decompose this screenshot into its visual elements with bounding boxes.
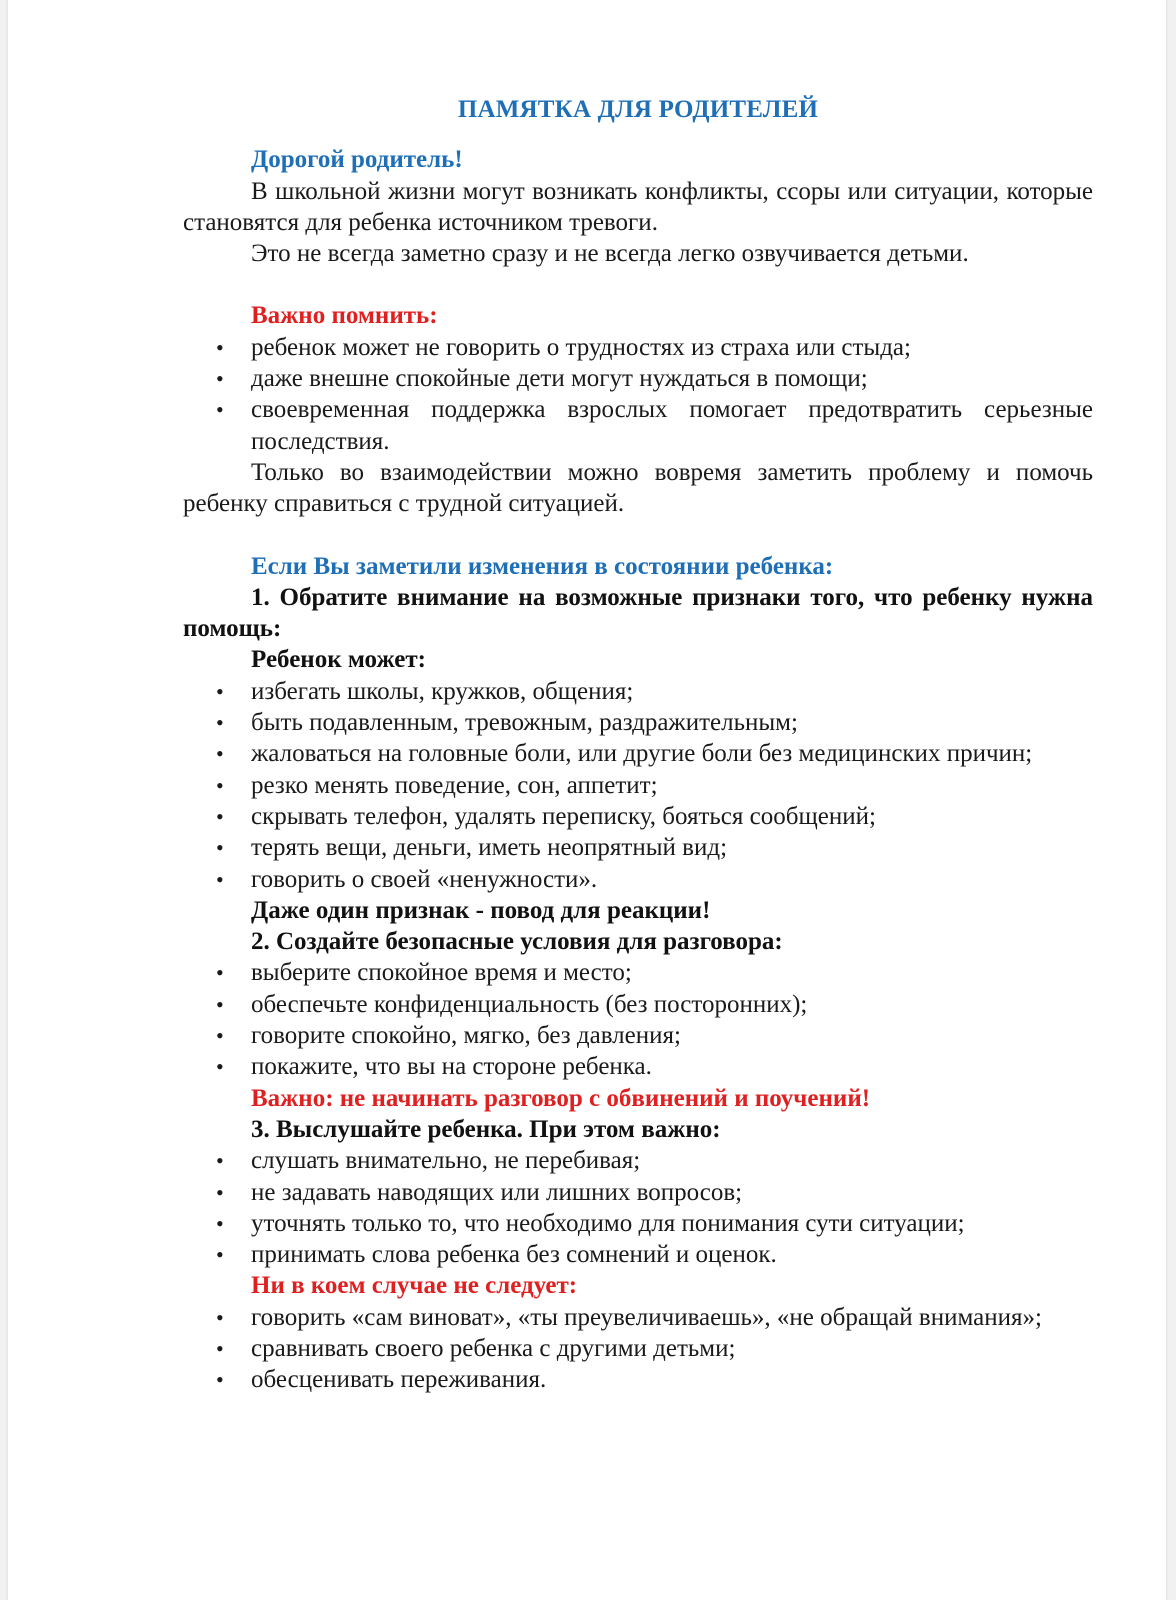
list-item: • принимать слова ребенка без сомнений и оценок. — [183, 1239, 1093, 1270]
bullet-icon: • — [216, 1242, 224, 1268]
bullet-icon: • — [216, 710, 224, 736]
list-item: • терять вещи, деньги, иметь неопрятный вид; — [183, 832, 1093, 863]
step3-heading: 3. Выслушайте ребенка. При этом важно: — [251, 1115, 721, 1143]
list-item: • слушать внимательно, не перебивая; — [183, 1145, 1093, 1176]
list-item: • говорить о своей «ненужности». — [183, 864, 1093, 895]
warning-note: Важно: не начинать разговор с обвинений и поучений! — [251, 1084, 871, 1112]
intro-paragraph-1: В школьной жизни могут возникать конфликты, ссоры или ситуации, которые становятся для ребенка источником тревоги. — [183, 177, 1093, 236]
never-heading: Ни в коем случае не следует: — [251, 1272, 578, 1300]
document-content — [183, 94, 1093, 1396]
list-item: • ребенок может не говорить о трудностях из страха или стыда; — [183, 332, 1093, 363]
bullet-icon: • — [216, 678, 224, 704]
list-item: • говорить «сам виноват», «ты преувеличиваешь», «не обращай внимания»; — [183, 1302, 1093, 1333]
page-title: ПАМЯТКА ДЛЯ РОДИТЕЛЕЙ — [457, 96, 819, 123]
one-sign-note: Даже один признак - повод для реакции! — [251, 896, 711, 924]
bullet-icon: • — [216, 1054, 224, 1080]
bullet-icon: • — [216, 835, 224, 861]
list-item: • резко менять поведение, сон, аппетит; — [183, 770, 1093, 801]
intro-paragraph-2: Это не всегда заметно сразу и не всегда легко озвучивается детьми. — [251, 240, 969, 268]
list-item: • избегать школы, кружков, общения; — [183, 676, 1093, 707]
listen-list — [183, 1145, 1093, 1270]
step2-heading: 2. Создайте безопасные условия для разговора: — [251, 928, 783, 956]
bullet-icon: • — [216, 1367, 224, 1393]
step1-heading: 1. Обратите внимание на возможные признаки того, что ребенку нужна помощь: — [183, 583, 1093, 643]
document-page — [8, 0, 1166, 1600]
list-item: • скрывать телефон, удалять переписку, бояться сообщений; — [183, 801, 1093, 832]
bullet-icon: • — [216, 741, 224, 767]
list-item: • жаловаться на головные боли, или другие боли без медицинских причин; — [183, 738, 1093, 769]
remember-heading: Важно помнить: — [251, 302, 438, 330]
bullet-icon: • — [216, 991, 224, 1017]
bullet-icon: • — [216, 1148, 224, 1174]
bullet-icon: • — [216, 334, 224, 360]
list-item: • говорите спокойно, мягко, без давления; — [183, 1020, 1093, 1051]
bullet-icon: • — [216, 1304, 224, 1330]
conditions-list — [183, 957, 1093, 1082]
list-item: • не задавать наводящих или лишних вопросов; — [183, 1177, 1093, 1208]
changes-heading: Если Вы заметили изменения в состоянии ребенка: — [251, 552, 834, 580]
list-item: • уточнять только то, что необходимо для понимания сути ситуации; — [183, 1208, 1093, 1239]
remember-after-paragraph: Только во взаимодействии можно вовремя заметить проблему и помочь ребенку справиться с трудной ситуацией. — [183, 458, 1093, 518]
bullet-icon: • — [216, 1210, 224, 1236]
bullet-icon: • — [216, 960, 224, 986]
never-list — [183, 1302, 1093, 1396]
list-item: • обеспечьте конфиденциальность (без посторонних); — [183, 989, 1093, 1020]
greeting-heading: Дорогой родитель! — [251, 146, 463, 174]
bullet-icon: • — [216, 803, 224, 829]
list-item: • выберите спокойное время и место; — [183, 957, 1093, 988]
list-item: • даже внешне спокойные дети могут нуждаться в помощи; — [183, 363, 1093, 394]
bullet-icon: • — [216, 1023, 224, 1049]
remember-list — [183, 332, 1093, 457]
signs-list — [183, 676, 1093, 895]
list-item: • быть подавленным, тревожным, раздражительным; — [183, 707, 1093, 738]
bullet-icon: • — [216, 366, 224, 392]
bullet-icon: • — [216, 772, 224, 798]
list-item: • своевременная поддержка взрослых помогает предотвратить серьезные последствия. — [216, 396, 1093, 455]
bullet-icon: • — [216, 866, 224, 892]
bullet-icon: • — [216, 1179, 224, 1205]
list-item: • покажите, что вы на стороне ребенка. — [183, 1051, 1093, 1082]
list-item: • обесценивать переживания. — [183, 1364, 1093, 1395]
child-may-heading: Ребенок может: — [251, 646, 426, 674]
bullet-icon: • — [216, 397, 224, 423]
list-item: • сравнивать своего ребенка с другими детьми; — [183, 1333, 1093, 1364]
bullet-icon: • — [216, 1335, 224, 1361]
